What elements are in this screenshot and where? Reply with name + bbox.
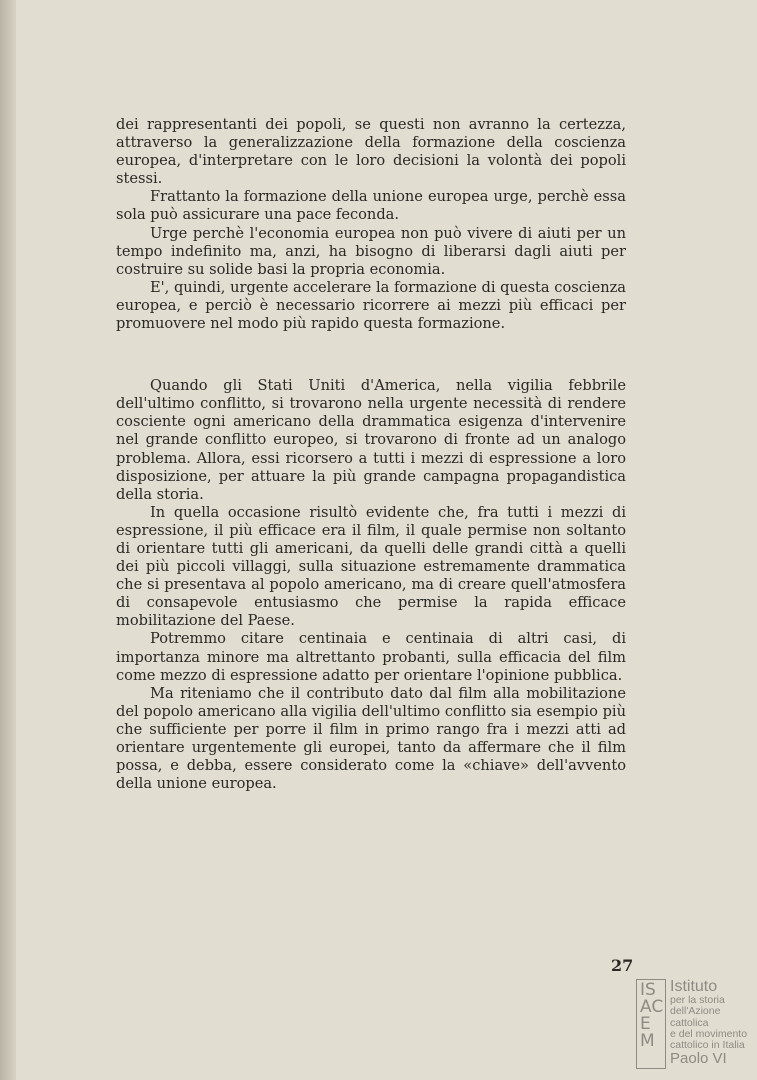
paragraph: Ma riteniamo che il contributo dato dal film alla mobilitazione del popolo americano alla vigilia dell'ultimo conflitto sia esempio più che sufficiente per porre il film in primo rango fra i mezzi atti ad orientare urgentemente gli europei, tanto da affermare che il film possa, e debba, essere considerato come la «chiave» dell'avvento della unione europea.: [116, 684, 626, 793]
paragraph: Urge perchè l'economia europea non può vivere di aiuti per un tempo indefinito ma, anzi, ha bisogno di liberarsi dagli aiuti per costruire su solide basi la propria economia.: [116, 224, 626, 278]
isacem-logo-icon: [636, 979, 666, 1069]
stamp-line-3: dell'Azione cattolica: [670, 1005, 721, 1029]
stamp-line-2: per la storia: [670, 994, 725, 1006]
paragraph: E', quindi, urgente accelerare la formazione di questa coscienza europea, e perciò è necessario ricorrere ai mezzi più efficaci per promuovere nel modo più rapido questa formazione.: [116, 278, 626, 333]
paragraph: Frattanto la formazione della unione europea urge, perchè essa sola può assicurare una pace feconda.: [116, 188, 626, 224]
paragraph: Potremmo citare centinaia e centinaia di altri casi, di importanza minore ma altrettanto probanti, sulla efficacia del film come mezzo di espressione adatto per orientare l'opinione pubblica.: [116, 630, 626, 684]
paragraph: dei rappresentanti dei popoli, se questi non avranno la certezza, attraverso la generalizzazione della formazione della coscienza europea, d'interpretare con le loro decisioni la volontà dei popoli stessi.: [116, 116, 626, 188]
paragraph: Quando gli Stati Uniti d'America, nella vigilia febbrile dell'ultimo conflitto, si trovarono nella urgente necessità di rendere cosciente ogni americano della drammatica esigenza d'intervenire nel grande conflitto europeo, si trovarono di fronte ad un analogo problema. Allora, essi ricorsero a tutti i mezzi di espressione a loro disposizione, per attuare la più grande campagna propagandistica della storia.: [116, 377, 626, 503]
archive-stamp: [636, 979, 757, 1071]
paragraph: In quella occasione risultò evidente che, fra tutti i mezzi di espressione, il più efficace era il film, il quale permise non soltanto di orientare tutti gli americani, da quelli delle grandi città a quelli dei più piccoli villaggi, sulla situazione estremamente drammatica che si presentava al popolo americano, ma di creare quell'atmosfera di consapevole entusiasmo che permise la rapida efficace mobilitazione del Paese.: [116, 503, 626, 630]
page-number: 27: [611, 956, 634, 975]
section-break: [116, 333, 626, 377]
binding-edge: [0, 0, 16, 1080]
stamp-text: [670, 979, 757, 1066]
logo-letters: ISACEM: [640, 980, 664, 1051]
stamp-line-5: cattolico in Italia: [670, 1039, 745, 1052]
stamp-line-1: Istituto: [670, 978, 718, 995]
stamp-line-6: Paolo VI: [670, 1050, 727, 1068]
body-text: [116, 116, 626, 793]
stamp-line-4: e del movimento: [670, 1027, 748, 1040]
